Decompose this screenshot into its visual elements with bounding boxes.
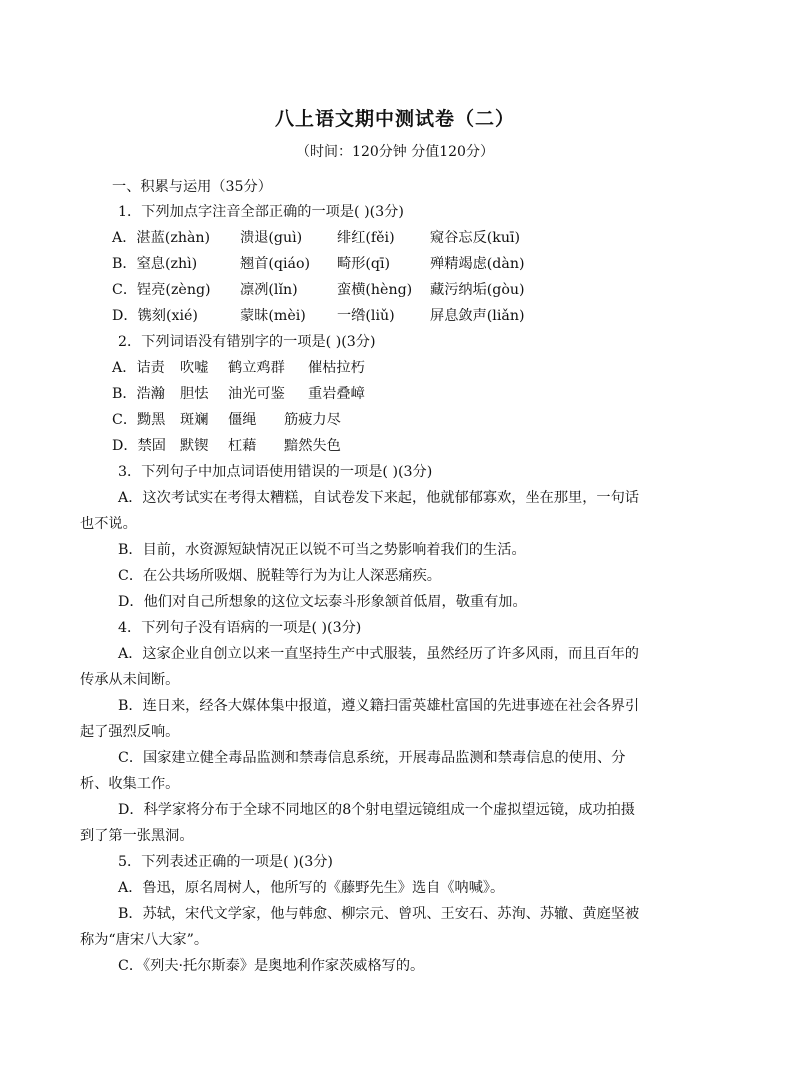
q2-a-3: 鹤立鸡群 bbox=[228, 360, 285, 376]
q5-option-b: B．苏轼，宋代文学家，他与韩愈、柳宗元、曾巩、王安石、苏洵、苏辙、黄庭坚被 bbox=[118, 906, 640, 922]
q2-c-4: 筋疲力尽 bbox=[284, 412, 341, 428]
q4-option-b: B．连日来，经各大媒体集中报道，遵义籍扫雷英雄杜富国的先进事迹在社会各界引 bbox=[118, 698, 640, 714]
q3-option-c: C．在公共场所吸烟、脱鞋等行为为让人深恶痛疾。 bbox=[118, 568, 441, 584]
q1-option-d bbox=[112, 307, 525, 325]
q4-option-b-cont: 起了强烈反响。 bbox=[80, 724, 180, 740]
q2-a-2: 吹嘘 bbox=[180, 360, 209, 376]
q2-d-3: 杠藉 bbox=[228, 438, 257, 454]
q1-b-1: B．窒息(zhì) bbox=[112, 256, 198, 272]
q2-option-c bbox=[112, 411, 341, 429]
q1-option-c bbox=[112, 281, 525, 299]
q4-option-c-cont: 析、收集工作。 bbox=[80, 776, 180, 792]
q2-b-2: 胆怯 bbox=[180, 386, 209, 402]
q1-a-4: 窥谷忘反(kuī) bbox=[430, 230, 521, 246]
q1-option-a bbox=[112, 229, 520, 247]
q2-option-b bbox=[112, 385, 365, 403]
q2-option-a bbox=[112, 359, 365, 377]
q2-c-1: C．黝黑 bbox=[112, 412, 166, 428]
q2-b-3: 油光可鉴 bbox=[228, 386, 285, 402]
q4-option-a: A．这家企业自创立以来一直坚持生产中式服装，虽然经历了许多风雨，而且百年的 bbox=[118, 646, 639, 662]
q5-option-a: A．鲁迅，原名周树人，他所写的《藤野先生》选自《呐喊》。 bbox=[118, 880, 505, 896]
q1-c-1: C．锃亮(zèng) bbox=[112, 282, 211, 298]
q1-a-1: A．湛蓝(zhàn) bbox=[112, 230, 211, 246]
q4-stem: 4．下列句子没有语病的一项是( )(3分) bbox=[118, 620, 362, 636]
q1-d-2: 蒙昧(mèi) bbox=[240, 308, 306, 324]
q4-option-d-cont: 到了第一张黑洞。 bbox=[80, 828, 194, 844]
q2-b-4: 重岩叠嶂 bbox=[308, 386, 365, 402]
q3-option-a: A．这次考试实在考得太糟糕，自试卷发下来起，他就郁郁寡欢，坐在那里，一句话 bbox=[118, 490, 639, 506]
q2-b-1: B．浩瀚 bbox=[112, 386, 165, 402]
q5-option-b-cont: 称为“唐宋八大家”。 bbox=[80, 932, 209, 948]
q1-c-3: 蛮横(hèng) bbox=[337, 282, 413, 298]
q3-stem: 3．下列句子中加点词语使用错误的一项是( )(3分) bbox=[118, 464, 433, 480]
q3-option-a-cont: 也不说。 bbox=[80, 516, 137, 532]
q4-option-c: C．国家建立健全毒品监测和禁毒信息系统，开展毒品监测和禁毒信息的使用、分 bbox=[118, 750, 626, 766]
q2-a-1: A．诘责 bbox=[112, 360, 165, 376]
q1-c-2: 凛冽(lǐn) bbox=[240, 282, 298, 298]
q2-c-2: 斑斓 bbox=[180, 412, 209, 428]
q4-option-a-cont: 传承从未间断。 bbox=[80, 672, 180, 688]
q2-option-d bbox=[112, 437, 341, 455]
q5-stem: 5．下列表述正确的一项是( )(3分) bbox=[118, 854, 333, 870]
section-heading: 一、积累与运用（35分） bbox=[112, 179, 272, 195]
page-subtitle: （时间：120分钟 分值120分） bbox=[296, 144, 494, 160]
q1-b-4: 殚精竭虑(dàn) bbox=[430, 256, 525, 272]
q3-option-b: B．目前，水资源短缺情况正以锐不可当之势影响着我们的生活。 bbox=[118, 542, 526, 558]
q1-d-1: D．镌刻(xié) bbox=[112, 308, 198, 324]
q1-c-4: 藏污纳垢(gòu) bbox=[430, 282, 525, 298]
page-title: 八上语文期中测试卷（二） bbox=[274, 108, 515, 130]
q1-stem: 1．下列加点字注音全部正确的一项是( )(3分) bbox=[118, 204, 404, 220]
q1-a-2: 溃退(guì) bbox=[240, 230, 303, 246]
q2-d-4: 黯然失色 bbox=[284, 438, 341, 454]
q2-d-1: D．禁固 bbox=[112, 438, 166, 454]
q1-b-3: 畸形(qī) bbox=[337, 256, 391, 272]
q5-option-c: C．《列夫·托尔斯泰》是奥地利作家茨威格写的。 bbox=[118, 958, 425, 974]
q2-a-4: 催枯拉朽 bbox=[308, 360, 365, 376]
q1-option-b bbox=[112, 255, 525, 273]
q4-option-d: D．科学家将分布于全球不同地区的8个射电望远镜组成一个虚拟望远镜，成功拍摄 bbox=[118, 802, 635, 818]
q1-a-3: 绯红(fěi) bbox=[337, 230, 395, 246]
q2-d-2: 默锲 bbox=[180, 438, 209, 454]
q1-d-4: 屏息敛声(liǎn) bbox=[430, 308, 525, 324]
q1-b-2: 翘首(qiáo) bbox=[240, 256, 311, 272]
q2-c-3: 僵绳 bbox=[228, 412, 257, 428]
q1-d-3: 一绺(liǔ) bbox=[337, 308, 395, 324]
q3-option-d: D．他们对自己所想象的这位文坛泰斗形象颔首低眉，敬重有加。 bbox=[118, 594, 527, 610]
q2-stem: 2．下列词语没有错别字的一项是( )(3分) bbox=[118, 334, 376, 350]
